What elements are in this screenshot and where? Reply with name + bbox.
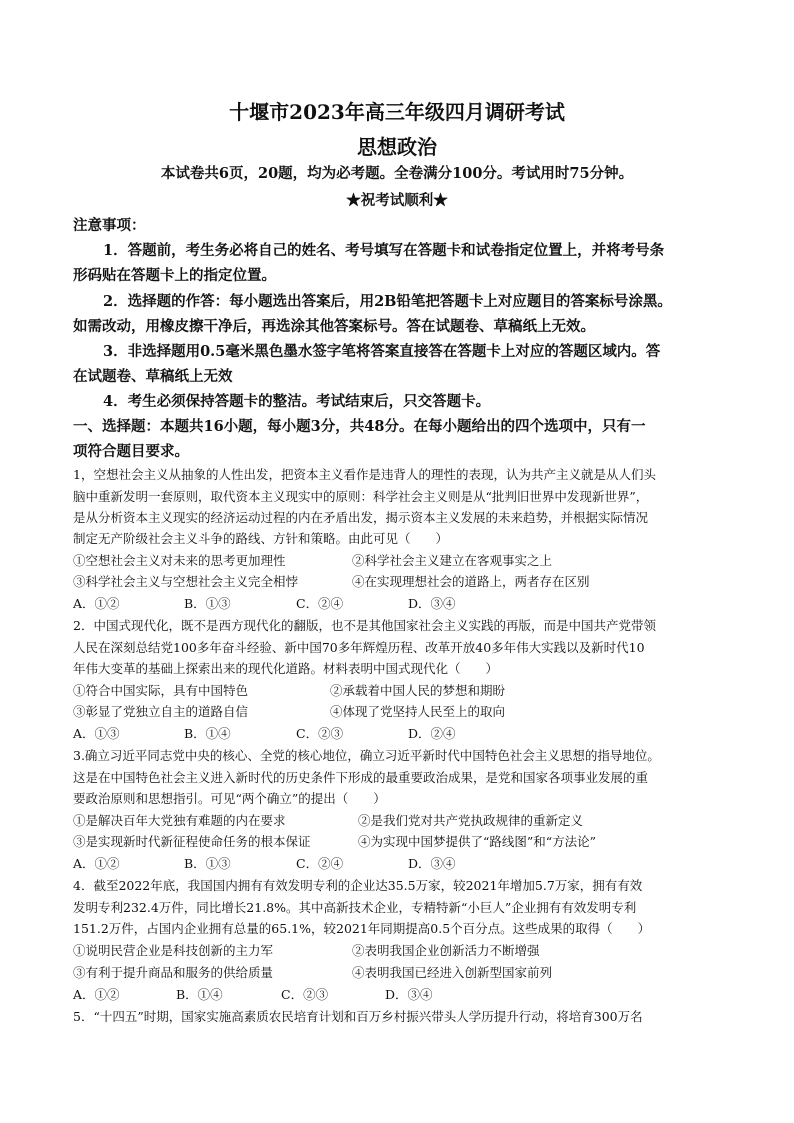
- question-text: 年伟大变革的基础上探索出来的现代化道路。材料表明中国式现代化（ ）: [73, 661, 499, 676]
- statement: ③有利于提升商品和服务的供给质量: [73, 965, 274, 980]
- option-c: C．②④: [296, 856, 344, 871]
- statement: ④在实现理想社会的道路上，两者存在区别: [352, 574, 590, 589]
- question-text: 151.2万件，占国内企业拥有总量的65.1%，较2021年同期提高0.5个百分点。这些成果的取得（ ）: [73, 921, 651, 936]
- exam-title: 十堰市2023年高三年级四月调研考试: [229, 100, 565, 124]
- option-b: B．①④: [176, 987, 223, 1002]
- question-text: 人民在深刻总结党100多年奋斗经验、新中国70多年辉煌历程、改革开放40多年伟大实践以及新时代10: [73, 640, 645, 655]
- notice-line: 3．非选择题用0.5毫米黑色墨水签字笔将答案直接答在答题卡上对应的答题区域内。答: [103, 343, 661, 360]
- question-text: 1，空想社会主义从抽象的人性出发，把资本主义看作是违背人的理性的表现，认为共产主义就是从人们头: [73, 467, 656, 482]
- option-d: D．③④: [408, 856, 456, 871]
- notice-line: 形码贴在答题卡上的指定位置。: [73, 267, 276, 284]
- option-c: C．②③: [296, 726, 344, 741]
- statement: ①符合中国实际，具有中国特色: [73, 683, 249, 698]
- question-text: 是从分析资本主义现实的经济运动过程的内在矛盾出发，揭示资本主义发展的未来趋势，并根据实际情况: [73, 510, 649, 525]
- option-c: C．②④: [296, 596, 344, 611]
- notice-line: 如需改动，用橡皮擦干净后，再选涂其他答案标号。答在试题卷、草稿纸上无效。: [73, 318, 595, 335]
- option-b: B．①③: [184, 856, 231, 871]
- question-text: 要政治原则和思想指引。可见“两个确立”的提出（ ）: [73, 791, 386, 806]
- question-text: 5．“十四五”时期，国家实施高素质农民培育计划和百万乡村振兴带头人学历提升行动，将培育300万名: [73, 1009, 643, 1024]
- option-c: C．②③: [281, 987, 329, 1002]
- statement: ①说明民营企业是科技创新的主力军: [73, 943, 274, 958]
- section-heading: 项符合题目要求。: [73, 443, 189, 460]
- question-text: 制定无产阶级社会主义斗争的路线、方针和策略。由此可见（ ）: [73, 531, 449, 546]
- question-text: 2．中国式现代化，既不是西方现代化的翻版，也不是其他国家社会主义实践的再版，而是中国共产党带领: [73, 618, 656, 633]
- notice-line: 4．考生必须保持答题卡的整洁。考试结束后，只交答题卡。: [103, 393, 491, 410]
- question-text: 脑中重新发明一套原则，取代资本主义现实中的原则：科学社会主义则是从“批判旧世界中发现新世界”，: [73, 489, 649, 504]
- notice-line: 1．答题前，考生务必将自己的姓名、考号填写在答题卡和试卷指定位置上，并将考号条: [103, 242, 665, 259]
- option-b: B．①④: [184, 726, 231, 741]
- statement: ①是解决百年大党独有难题的内在要求: [73, 813, 286, 828]
- statement: ④体现了党坚持人民至上的取向: [330, 704, 506, 719]
- question-text: 4．截至2022年底，我国国内拥有有效发明专利的企业达35.5万家，较2021年增加5.7万家，拥有有效: [73, 878, 643, 893]
- option-a: A．①②: [73, 856, 120, 871]
- question-text: 发明专利232.4万件，同比增长21.8%。其中高新技术企业，专精特新“小巨人”企业拥有有效发明专利: [73, 900, 637, 915]
- exam-info: 本试卷共6页，20题，均为必考题。全卷满分100分。考试用时75分钟。: [160, 165, 634, 182]
- statement: ②承载着中国人民的梦想和期盼: [330, 683, 506, 698]
- statement: ④表明我国已经进入创新型国家前列: [352, 965, 553, 980]
- statement: ③是实现新时代新征程使命任务的根本保证: [73, 834, 311, 849]
- statement: ②表明我国企业创新活力不断增强: [352, 943, 540, 958]
- notice-heading: 注意事项：: [73, 217, 146, 234]
- section-heading: 一、选择题：本题共16小题，每小题3分，共48分。在每小题给出的四个选项中，只有一: [73, 418, 646, 435]
- option-d: D．②④: [408, 726, 456, 741]
- question-text: 3.确立习近平同志党中央的核心、全党的核心地位，确立习近平新时代中国特色社会主义思想的指导地位。: [73, 748, 660, 763]
- option-a: A．①③: [73, 726, 120, 741]
- option-a: A．①②: [73, 596, 120, 611]
- option-d: D．③④: [408, 596, 456, 611]
- statement: ②是我们党对共产党执政规律的重新定义: [358, 813, 584, 828]
- notice-line: 2．选择题的作答：每小题选出答案后，用2B铅笔把答题卡上对应题目的答案标号涂黑。: [103, 293, 672, 310]
- notice-line: 在试题卷、草稿纸上无效: [73, 368, 233, 385]
- statement: ①空想社会主义对未来的思考更加理性: [73, 553, 286, 568]
- option-d: D．③④: [385, 987, 433, 1002]
- option-a: A．①②: [73, 987, 120, 1002]
- subject-title: 思想政治: [357, 135, 437, 159]
- blessing-line: ★祝考试顺利★: [346, 192, 448, 209]
- statement: ④为实现中国梦提供了“路线图”和“方法论”: [358, 834, 597, 849]
- statement: ③彰显了党独立自主的道路自信: [73, 704, 249, 719]
- question-text: 这是在中国特色社会主义进入新时代的历史条件下形成的最重要政治成果，是党和国家各项事业发展的重: [73, 770, 649, 785]
- statement: ②科学社会主义建立在客观事实之上: [352, 553, 553, 568]
- statement: ③科学社会主义与空想社会主义完全相悖: [73, 574, 299, 589]
- option-b: B．①③: [184, 596, 231, 611]
